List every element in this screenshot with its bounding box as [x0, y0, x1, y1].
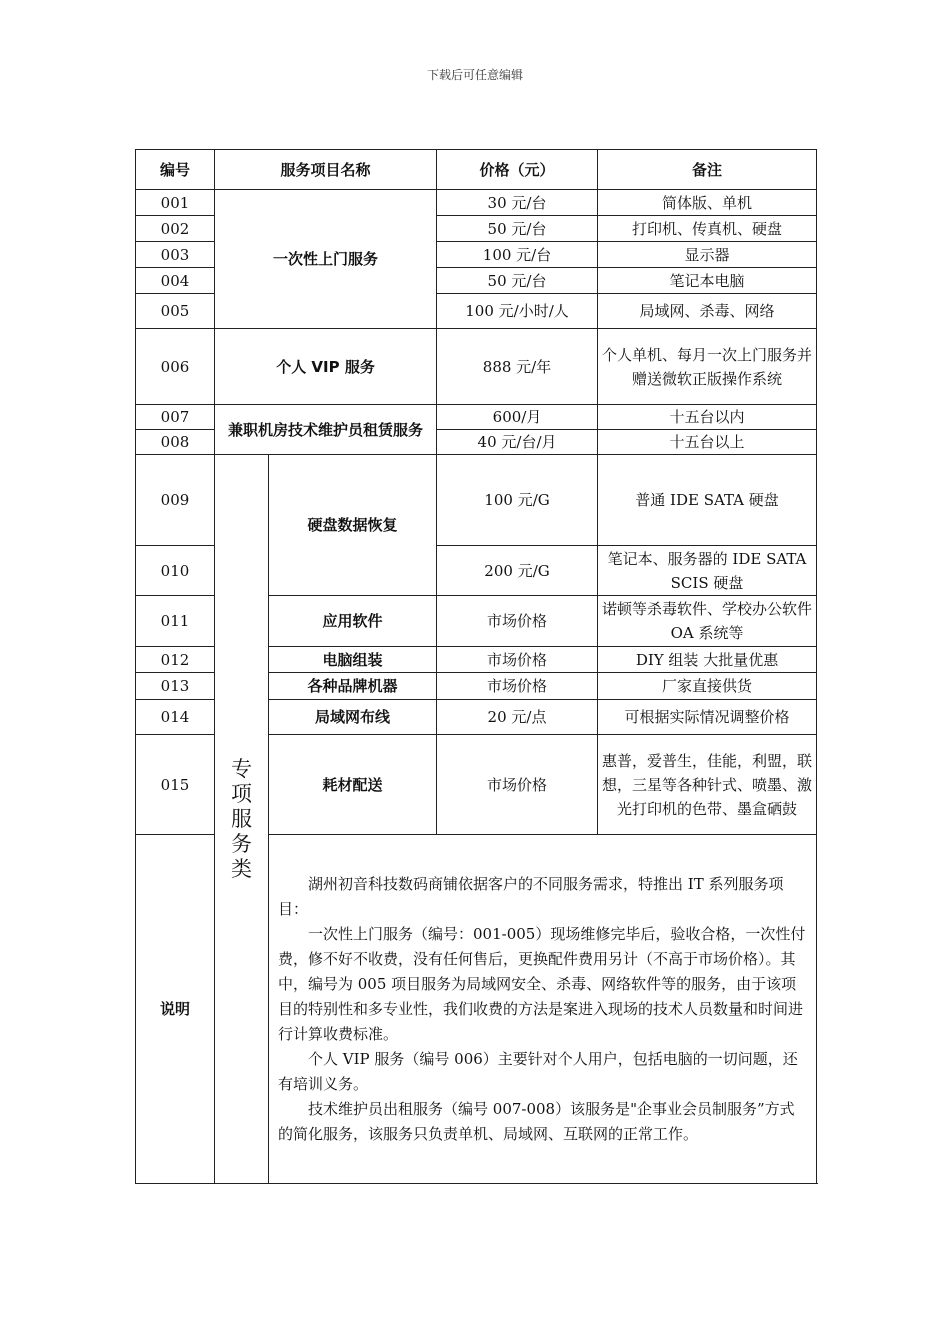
row-price: 100 元/台 [437, 242, 598, 268]
row-price: 600/月 [437, 405, 598, 430]
row-remark: 简体版、单机 [598, 190, 817, 216]
item-brands: 各种品牌机器 [269, 673, 437, 700]
row-price: 50 元/台 [437, 268, 598, 294]
row-id: 001 [136, 190, 215, 216]
row-id: 008 [136, 430, 215, 455]
row-id: 002 [136, 216, 215, 242]
row-id: 011 [136, 596, 215, 647]
header-name: 服务项目名称 [215, 150, 437, 190]
header-price: 价格（元） [437, 150, 598, 190]
row-price: 200 元/G [437, 546, 598, 596]
header-note: 下载后可任意编辑 [426, 68, 523, 82]
row-id: 007 [136, 405, 215, 430]
row-remark: 普通 IDE SATA 硬盘 [598, 455, 817, 546]
row-remark: 十五台以内 [598, 405, 817, 430]
row-id: 003 [136, 242, 215, 268]
table-row [136, 329, 817, 405]
group-onsite: 一次性上门服务 [215, 190, 437, 329]
row-price: 市场价格 [437, 735, 598, 835]
row-remark: 笔记本电脑 [598, 268, 817, 294]
row-id: 009 [136, 455, 215, 546]
row-id: 013 [136, 673, 215, 700]
row-id: 004 [136, 268, 215, 294]
item-software: 应用软件 [269, 596, 437, 647]
row-remark: 打印机、传真机、硬盘 [598, 216, 817, 242]
row-remark: DIY 组装 大批量优惠 [598, 647, 817, 673]
row-remark: 可根据实际情况调整价格 [598, 700, 817, 735]
row-id: 014 [136, 700, 215, 735]
group-rental: 兼职机房技术维护员租赁服务 [215, 405, 437, 455]
row-remark: 局域网、杀毒、网络 [598, 294, 817, 329]
group-special [215, 455, 269, 1184]
row-price: 100 元/小时/人 [437, 294, 598, 329]
row-remark: 惠普，爱普生，佳能，利盟，联想，三星等各种针式、喷墨、激光打印机的色带、墨盒硒鼓 [598, 735, 817, 835]
notes-paragraph: 湖州初音科技数码商铺依据客户的不同服务需求，特推出 IT 系列服务项目： [278, 874, 784, 918]
item-hdd: 硬盘数据恢复 [269, 455, 437, 596]
row-id: 006 [136, 329, 215, 405]
row-remark: 个人单机、每月一次上门服务并赠送微软正版操作系统 [598, 329, 817, 405]
row-price: 30 元/台 [437, 190, 598, 216]
row-price: 市场价格 [437, 647, 598, 673]
row-price: 100 元/G [437, 455, 598, 546]
notes-paragraph: 个人 VIP 服务（编号 006）主要针对个人用户，包括电脑的一切问题，还有培训义务。 [278, 1049, 798, 1093]
service-price-table [135, 149, 817, 1184]
row-price: 市场价格 [437, 596, 598, 647]
row-id: 005 [136, 294, 215, 329]
table-header-row [136, 150, 817, 190]
table-row [136, 405, 817, 430]
group-vip: 个人 VIP 服务 [215, 329, 437, 405]
row-id: 015 [136, 735, 215, 835]
row-remark: 诺顿等杀毒软件、学校办公软件 OA 系统等 [598, 596, 817, 647]
item-lan: 局域网布线 [269, 700, 437, 735]
header-remark: 备注 [598, 150, 817, 190]
table-row [136, 190, 817, 216]
item-assembly: 电脑组装 [269, 647, 437, 673]
group-special-label: 专项服务类 [231, 756, 252, 881]
row-id: 012 [136, 647, 215, 673]
row-remark: 笔记本、服务器的 IDE SATA SCIS 硬盘 [598, 546, 817, 596]
notes-paragraph: 一次性上门服务（编号：001-005）现场维修完毕后，验收合格，一次性付费，修不好不收费，没有任何售后，更换配件费用另计（不高于市场价格）。其中，编号为 005 项目服务为局域网安全、杀毒、网络软件等的服务，由于该项目的特别性和多专业性，我们收费的方法是案进入现场的技术人员数量和时间进行计算收费标准。 [278, 924, 806, 1043]
notes-paragraph: 技术维护员出租服务（编号 007-008）该服务是"企事业会员制服务”方式的简化服务，该服务只负责单机、局域网、互联网的正常工作。 [278, 1099, 795, 1143]
row-remark: 显示器 [598, 242, 817, 268]
row-id: 010 [136, 546, 215, 596]
item-supplies: 耗材配送 [269, 735, 437, 835]
row-price: 市场价格 [437, 673, 598, 700]
row-price: 50 元/台 [437, 216, 598, 242]
row-remark: 厂家直接供货 [598, 673, 817, 700]
row-remark: 十五台以上 [598, 430, 817, 455]
table-row [136, 455, 817, 546]
row-price: 888 元/年 [437, 329, 598, 405]
row-price: 40 元/台/月 [437, 430, 598, 455]
row-price: 20 元/点 [437, 700, 598, 735]
header-id: 编号 [136, 150, 215, 190]
notes-label: 说明 [136, 835, 215, 1184]
notes-content [269, 835, 817, 1184]
